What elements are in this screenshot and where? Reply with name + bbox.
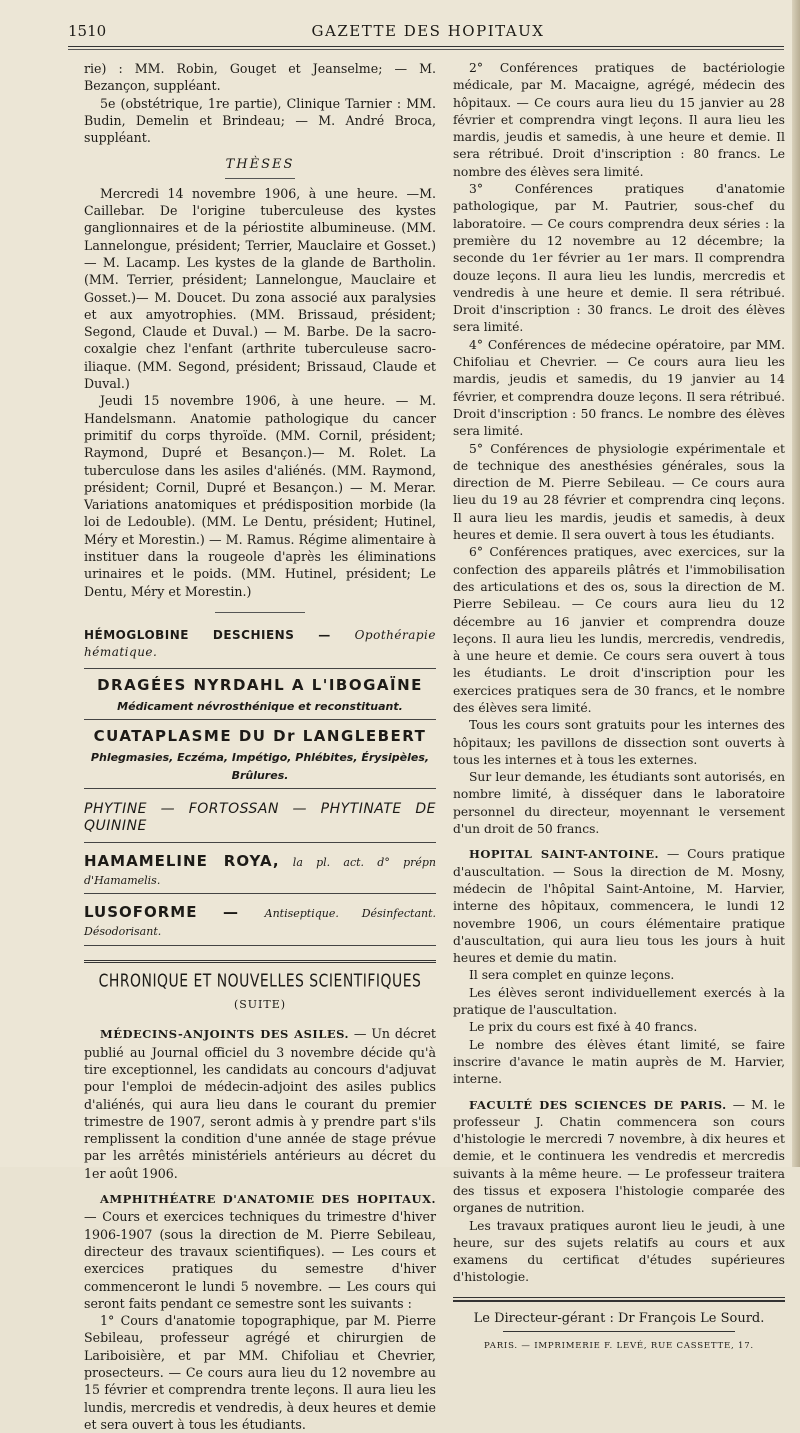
ad-hamameline-desc: la pl. act. d° prépn d'Hamamelis.: [84, 855, 437, 887]
ad-hemoglobine-name: HÉMOGLOBINE DESCHIENS —: [84, 627, 355, 642]
ad-hamameline-name: HAMAMELINE ROYA,: [84, 851, 280, 870]
paragraph-inscription: Le nombre des élèves étant limité, se faire inscrire d'avance le matin auprès de M. Harvier, interne.: [453, 1037, 785, 1087]
text-saint-antoine: — Cours pratique d'auscultation. — Sous la direction de M. Mosny, médecin de l'hôpital Saint-Antoine, M. Harvier, interne des hôpitaux, commencera, le lundi 12 novembre 1906, un cours élémentaire pratique d'auscultation, qui aura lieu tous les jours à huit heures et demie du matin.: [453, 847, 785, 966]
heading-amphitheatre: AMPHITHÉATRE D'ANATOMIE DES HOPITAUX.: [100, 1192, 436, 1207]
ad-dragees-desc: Médicament névrosthénique et reconstituant.: [84, 698, 436, 720]
left-column: [84, 60, 436, 1433]
director-rule: [503, 1331, 735, 1332]
ad-lusoforme-desc: Antiseptique. Désinfectant. Désodorisant.: [84, 907, 436, 939]
ad-cataplasme-name: CUATAPLASME DU Dr LANGLEBERT: [93, 727, 427, 746]
paragraph-anatomie-pathologique: 3° Conférences pratiques d'anatomie pathologique, par M. Pautrier, sous-chef du laboratoire. — Ce cours comprendra deux séries : la première du 12 novembre au 12 décembre; la seconde du 1er février au 1er mars. Il comprendra douze leçons. Il aura lieu les lundis, mercredis et vendredis à une heure et demie. Il sera rétribué. Droit d'inscription : 30 francs. Le droit des élèves sera limité.: [453, 182, 785, 335]
ad-hemoglobine: [84, 627, 436, 669]
paragraph-faculte-sciences: [453, 1097, 785, 1218]
paragraph-theses-jeudi: Jeudi 15 novembre 1906, à une heure. — M. Handelsmann. Anatomie pathologique du cancer primitif du corps thyroïde. (MM. Cornil, président; Raymond, Dupré et Besançon.)— M. Rolet. La tuberculose dans les asiles d'aliénés. (MM. Raymond, président; Cornil, Dupré et Besançon.) — M. Merar. Variations anatomiques et prédisposition morbide (la loi de Ledouble). (MM. Le Dentu, président; Hutinel, Méry et Morestin.) — M. Ramus. Régime alimentaire à instituer dans la rougeole d'après les éliminations urinaires et le poids. (MM. Hutinel, président; Le Dentu, Méry et Morestin.): [84, 393, 436, 599]
ad-lusoforme: [84, 898, 436, 946]
paragraph-cours-anatomie: 1° Cours d'anatomie topographique, par M. Pierre Sebileau, professeur agrégé et chirurgien de Lariboisière, et par MM. Chifoliau et Chevrier, prosecteurs. — Ce cours aura lieu du 12 novembre au 15 février et comprendra trente leçons. Il aura lieu les lundis, mercredis et vendredis, à deux heures et demie et sera ouvert à tous les étudiants.: [84, 1313, 436, 1432]
paragraph-bacteriologie: 2° Conférences pratiques de bactériologie médicale, par M. Macaigne, agrégé, médecin des hôpitaux. — Ce cours aura lieu du 15 janvier au 28 février et comprendra vingt leçons. Il aura lieu les mardis, jeudis et samedis, à une heure et demie. Il sera rétribué. Droit d'inscription : 80 francs. Le nombre des élèves sera limité.: [453, 61, 785, 179]
journal-title: GAZETTE DES HOPITAUX: [311, 22, 545, 40]
paragraph-cours-gratuits: Tous les cours sont gratuits pour les internes des hôpitaux; les pavillons de dissection sont ouverts à tous les internes et à tous les externes.: [453, 718, 785, 767]
header-rule-secondary: [68, 49, 784, 50]
paragraph-eleves-exerces: Les élèves seront individuellement exercés à la pratique de l'auscultation.: [453, 985, 785, 1018]
text-faculte-sciences: — M. le professeur J. Chatin commencera son cours d'histologie le mercredi 7 novembre, à dix heures et demie, et le continuera les vendredis et mercredis suivants à la même heure. — Le professeur traitera des tissus et exposera l'histologie comparée des organes de nutrition.: [453, 1097, 785, 1216]
ad-hemoglobine-desc: Opothérapie hématique.: [84, 627, 436, 660]
page-header: [68, 22, 788, 46]
paragraph-quinze-lecons: Il sera complet en quinze leçons.: [469, 968, 675, 983]
paragraph-prix-cours: Le prix du cours est fixé à 40 francs.: [469, 1020, 698, 1035]
ad-lusoforme-name: LUSOFORME —: [84, 903, 265, 922]
paragraph-medecine-operatoire: 4° Conférences de médecine opératoire, par MM. Chifoliau et Chevrier. — Ce cours aura lieu les mardis, jeudis et samedis, du 19 janvier au 14 février, et comprendra douze leçons. Il sera rétribué. Droit d'inscription : 50 francs. Le nombre des élèves sera limité.: [453, 337, 785, 439]
paragraph-obstetrique: 5e (obstétrique, 1re partie), Clinique Tarnier : MM. Budin, Demelin et Brindeau; — M. André Broca, suppléant.: [84, 95, 436, 146]
text-amphitheatre: — Cours et exercices techniques du trimestre d'hiver 1906-1907 (sous la direction de M. Pierre Sebileau, directeur des travaux scientifiques). — Les cours et exercices pratiques du semestre d'hiver commenceront le lundi 5 novembre. — Les cours qui seront faits pendant ce semestre sont les suivants :: [84, 1209, 436, 1311]
paragraph-travaux-pratiques: Les travaux pratiques auront lieu le jeudi, à une heure, sur des sujets relatifs au cours et aux examens du certificat d'études supérieures d'histologie.: [453, 1218, 785, 1285]
paragraph-dissection: Sur leur demande, les étudiants sont autorisés, en nombre limité, à disséquer dans le laboratoire personnel du directeur, moyennant le versement d'un droit de 50 francs.: [453, 770, 785, 837]
footer-rule-thick: [453, 1300, 785, 1302]
paragraph-appareils-platres: 6° Conférences pratiques, avec exercices, sur la confection des appareils plâtrés et l'immobilisation des articulations et des os, sous la direction de M. Pierre Sebileau. — Ce cours aura lieu du 12 décembre au 16 janvier et comprendra douze leçons. Il aura lieu les lundis, mercredis, vendredis, à une heure et demie. Ce cours sera ouvert à tous les étudiants. Le droit d'inscription pour les exercices pratiques sera de 30 francs, et le nombre des élèves sera limité.: [453, 545, 785, 715]
director-line: Le Directeur-gérant : Dr François Le Sourd.: [473, 1310, 765, 1326]
right-column: [453, 60, 785, 1355]
ad-phytine: PHYTINE — FORTOSSAN — PHYTINATE DE QUININE: [84, 793, 436, 843]
ad-hamameline: [84, 847, 436, 895]
paragraph-physiologie: 5° Conférences de physiologie expérimentale et de technique des anesthésies générales, sous la direction de M. Pierre Sebileau. — Ce cours aura lieu du 19 au 28 février et comprendra cinq leçons. Il aura lieu les mardis, jeudis et samedis, à deux heures et demie. Il sera ouvert à tous les étudiants.: [453, 441, 785, 543]
ad-dragees-name: DRAGÉES NYRDAHL A L'IBOGAÏNE: [97, 675, 423, 694]
paragraph-medecins-adjoints: [84, 1025, 436, 1182]
divider-rule: [215, 612, 305, 613]
page-edge: [792, 0, 800, 1167]
page-number: 1510: [68, 22, 107, 40]
heading-medecins-adjoints: MÉDECINS-ANJOINTS DES ASILES.: [100, 1027, 350, 1042]
heading-faculte-sciences: FACULTÉ DES SCIENCES DE PARIS.: [469, 1097, 727, 1112]
ad-cataplasme-desc: Phlegmasies, Eczéma, Impétigo, Phlébites, Érysipèles, Brûlures.: [84, 749, 436, 789]
text-medecins-adjoints: — Un décret publié au Journal officiel du 3 novembre décide qu'à tire exceptionnel, les candidats au concours d'adjuvat pour l'emploi de médecin-adjoint des asiles publics d'aliénés, qui aura lieu dans le courant du premier trimestre de 1907, seront admis à y prendre part s'ils remplissent la condition d'une année de stage prévue par les arrêtés ministériels antérieurs au décret du 1er août 1906.: [84, 1026, 436, 1181]
footer-rule: [453, 1297, 785, 1298]
section-title-chronique: CHRONIQUE ET NOUVELLES SCIENTIFIQUES: [98, 970, 422, 992]
theses-rule: [225, 178, 295, 179]
header-rule: [68, 46, 784, 47]
section-rule: [84, 960, 436, 963]
printer-imprint: PARIS. — IMPRIMERIE F. LEVÉ, RUE CASSETTE, 17.: [484, 1341, 754, 1352]
section-subtitle-suite: (SUITE): [233, 998, 287, 1012]
section-title-theses: THÈSES: [225, 157, 295, 173]
paragraph-saint-antoine: [453, 846, 785, 967]
paragraph-amphitheatre: [84, 1190, 436, 1312]
paragraph-theses-mercredi: Mercredi 14 novembre 1906, à une heure. —M. Caillebar. De l'origine tuberculeuse des kystes ganglionnaires et de la périostite albumineuse. (MM. Lannelongue, président; Terrier, Mauclaire et Gosset.) — M. Lacamp. Les kystes de la glande de Bartholin. (MM. Terrier, président; Lannelongue, Mauclaire et Gosset.)— M. Doucet. Du zona associé aux paralysies et aux amyotrophies. (MM. Brissaud, président; Segond, Claude et Duval.) — M. Barbe. De la sacro-coxalgie chez l'enfant (arthrite tuberculeuse sacro-iliaque. (MM. Segond, président; Brissaud, Claude et Duval.): [84, 185, 436, 392]
heading-saint-antoine: HOPITAL SAINT-ANTOINE.: [469, 847, 660, 862]
paragraph-jury-end: rie) : MM. Robin, Gouget et Jeanselme; — M. Bezançon, suppléant.: [84, 61, 436, 94]
